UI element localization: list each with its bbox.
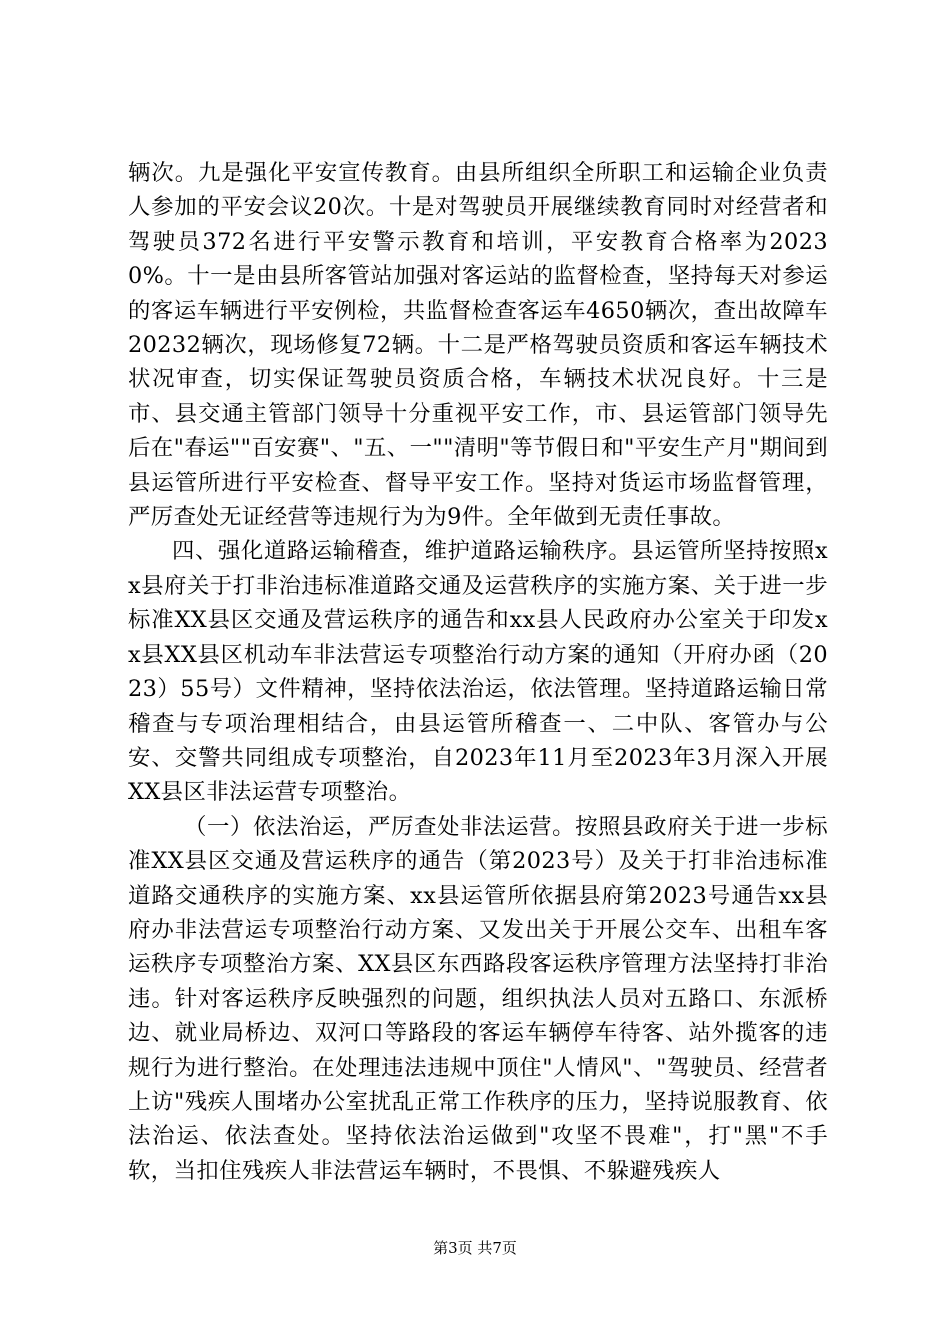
document-body: [128, 156, 828, 1188]
paragraph-safety-education: 辆次。九是强化平安宣传教育。由县所组织全所职工和运输企业负责人参加的平安会议20次。十是对驾驶员开展继续教育同时对经营者和驾驶员372名进行平安警示教育和培训，平安教育合格率为20230%。十一是由县所客管站加强对客运站的监督检查，坚持每天对参运的客运车辆进行平安例检，共监督检查客运车4650辆次，查出故障车20232辆次，现场修复72辆。十二是严格驾驶员资质和客运车辆技术状况审查，切实保证驾驶员资质合格，车辆技术状况良好。十三是市、县交通主管部门领导十分重视平安工作，市、县运管部门领导先后在"春运""百安赛"、"五、一""清明"等节假日和"平安生产月"期间到县运管所进行平安检查、督导平安工作。坚持对货运市场监督管理，严厉查处无证经营等违规行为为9件。全年做到无责任事故。: [128, 160, 828, 531]
paragraph-illegal-operation: （一）依法治运，严厉查处非法运营。按照县政府关于进一步标准XX县区交通及营运秩序的通告（第2023号）及关于打非治违标准道路交通秩序的实施方案、xx县运管所依据县府第2023号通告xx县府办非法营运专项整治行动方案、又发出关于开展公交车、出租车客运秩序专项整治方案、XX县区东西路段客运秩序管理方法坚持打非治违。针对客运秩序反映强烈的问题，组织执法人员对五路口、东派桥边、就业局桥边、双河口等路段的客运车辆停车待客、站外揽客的违规行为进行整治。在处理违法违规中顶住"人情风"、"驾驶员、经营者上访"残疾人围堵办公室扰乱正常工作秩序的压力，坚持说服教育、依法治运、依法查处。坚持依法治运做到"攻坚不畏难"，打"黑"不手软，当扣住残疾人非法营运车辆时，不畏惧、不躲避残疾人: [128, 813, 828, 1184]
page-number-footer: 第3页 共7页: [433, 1239, 517, 1257]
paragraph-road-inspection: 四、强化道路运输稽查，维护道路运输秩序。县运管所坚持按照xx县府关于打非治违标准道路交通及运营秩序的实施方案、关于进一步标准XX县区交通及营运秩序的通告和xx县人民政府办公室关于印发xx县XX县区机动车非法营运专项整治行动方案的通知（开府办函（2023）55号）文件精神，坚持依法治运，依法管理。坚持道路运输日常稽查与专项治理相结合，由县运管所稽查一、二中队、客管办与公安、交警共同组成专项整治，自2023年11月至2023年3月深入开展XX县区非法运营专项整治。: [128, 538, 828, 806]
